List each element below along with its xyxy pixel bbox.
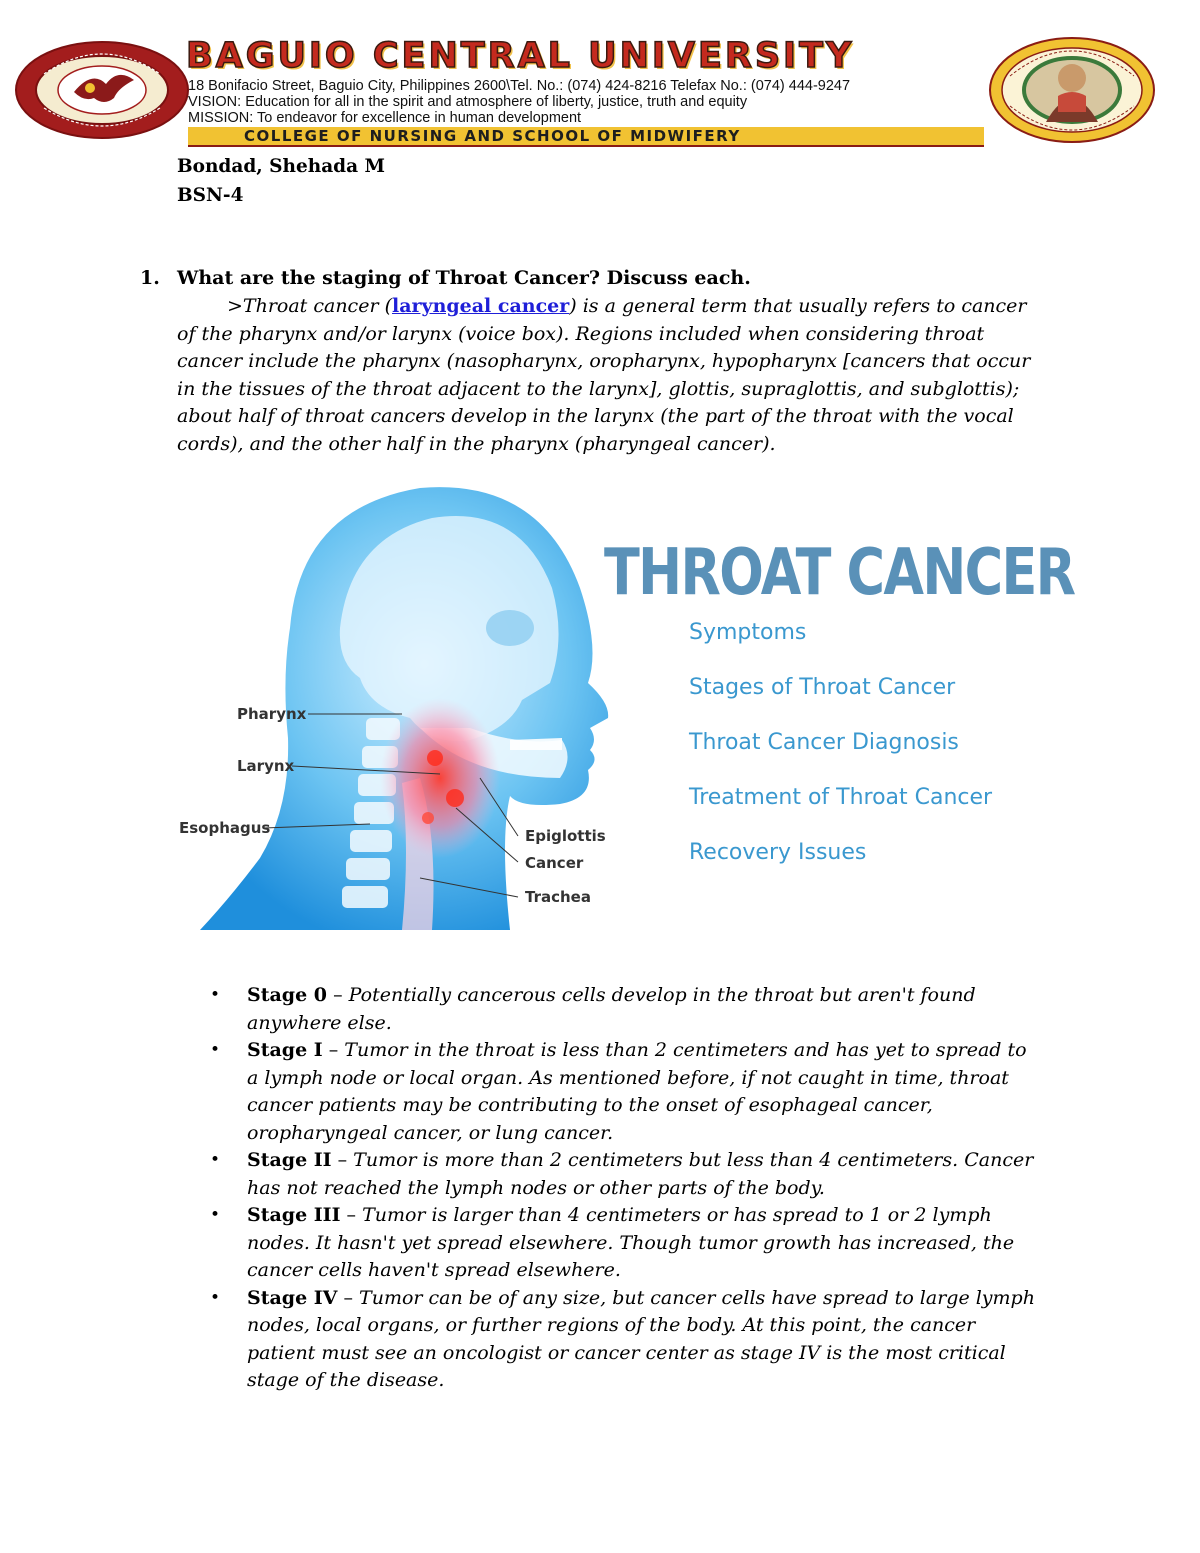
bullet-icon: • [210,1040,221,1060]
bullet-icon: • [210,1287,221,1308]
letterhead [0,0,1200,150]
intro-paragraph [177,293,1037,458]
label-esophagus: Esophagus [179,819,271,837]
stage-description: Tumor in the throat is less than 2 centimeters and has yet to spread to a lymph node or local organ. As mentioned before, if not caught in time, throat cancer patients may be contributing to the onset of esophageal cancer, oropharyngeal cancer, or lung cancer. [247,1039,1027,1144]
bullet-icon: • [210,1205,221,1225]
university-address: 18 Bonifacio Street, Baguio City, Philippines 2600\Tel. No.: (074) 424-8216 Telefax No.: (074) 444-9247 [188,78,851,94]
question-heading [140,264,751,292]
list-item-stage-3 [210,1202,1040,1285]
question-number: 1. [140,267,160,289]
college-name: COLLEGE OF NURSING AND SCHOOL OF MIDWIFERY [244,127,741,145]
stage-description: Tumor is larger than 4 centimeters or has spread to 1 or 2 lymph nodes. It hasn't yet spread elsewhere. Though tumor growth has increased, the cancer cells haven't spread elsewhere. [247,1204,1015,1281]
intro-text-rest: ) is a general term that usually refers to cancer of the pharynx and/or larynx (voice box). Regions included when considering throat cancer include the pharynx (nasopharynx, oropharynx, hypopharynx [cancers that occur in the tissues of the throat adjacent to the larynx], glottis, supraglottis, and subglottis); about half of throat cancers develop in the larynx (the part of the throat with the vocal cords), and the other half in the pharynx (pharyngeal cancer). [177,295,1031,455]
bullet-icon: • [210,1150,221,1170]
college-of-nursing-seal-icon [988,36,1156,144]
intro-text-start: >Throat cancer ( [227,295,392,317]
laryngeal-cancer-link[interactable]: laryngeal cancer [391,295,570,317]
stage-term: Stage II [247,1149,332,1171]
stage-term: Stage IV [247,1286,338,1309]
label-trachea: Trachea [525,888,591,906]
stage-dash: – [340,1204,363,1226]
question-text: What are the staging of Throat Cancer? Discuss each. [177,267,751,289]
stages-list [210,982,1040,1395]
stage-description: Tumor can be of any size, but cancer cells have spread to large lymph nodes, local organs, or further regions of the body. At this point, the cancer patient must see an oncologist or cancer center as stage IV is the most critical stage of the disease. [247,1286,1035,1391]
figure-item-recovery: Recovery Issues [689,840,867,865]
label-cancer: Cancer [525,854,584,872]
stage-dash: – [322,1039,345,1061]
student-name: Bondad, Shehada M [177,156,386,177]
figure-item-treatment: Treatment of Throat Cancer [689,785,993,810]
stage-term: Stage III [247,1204,341,1226]
figure-item-diagnosis: Throat Cancer Diagnosis [689,730,959,755]
stage-dash: – [327,984,349,1006]
student-course: BSN-4 [177,185,244,206]
stage-description: Potentially cancerous cells develop in the throat but aren't found anywhere else. [247,984,976,1034]
bullet-icon: • [210,985,221,1005]
stage-dash: – [337,1286,360,1309]
list-item-stage-2 [210,1147,1040,1202]
stage-description: Tumor is more than 2 centimeters but less than 4 centimeters. Cancer has not reached the lymph nodes or other parts of the body. [247,1149,1034,1199]
label-pharynx: Pharynx [237,705,307,723]
label-larynx: Larynx [237,757,295,775]
stage-dash: – [331,1149,354,1171]
throat-cancer-figure [170,478,1075,930]
figure-item-stages: Stages of Throat Cancer [689,675,956,700]
university-seal-icon [14,40,190,140]
figure-item-symptoms: Symptoms [689,620,807,645]
list-item-stage-1 [210,1037,1040,1147]
list-item-stage-0 [210,982,1040,1037]
stage-term: Stage I [247,1039,323,1061]
university-name: BAGUIO CENTRAL UNIVERSITY [186,36,855,76]
list-item-stage-4 [210,1285,1040,1395]
label-epiglottis: Epiglottis [525,827,606,845]
vision-statement: VISION: Education for all in the spirit and atmosphere of liberty, justice, truth and equity [188,94,748,110]
mission-statement: MISSION: To endeavor for excellence in human development [188,110,582,126]
figure-title: THROAT CANCER [604,536,1075,610]
stage-term: Stage 0 [247,984,328,1006]
